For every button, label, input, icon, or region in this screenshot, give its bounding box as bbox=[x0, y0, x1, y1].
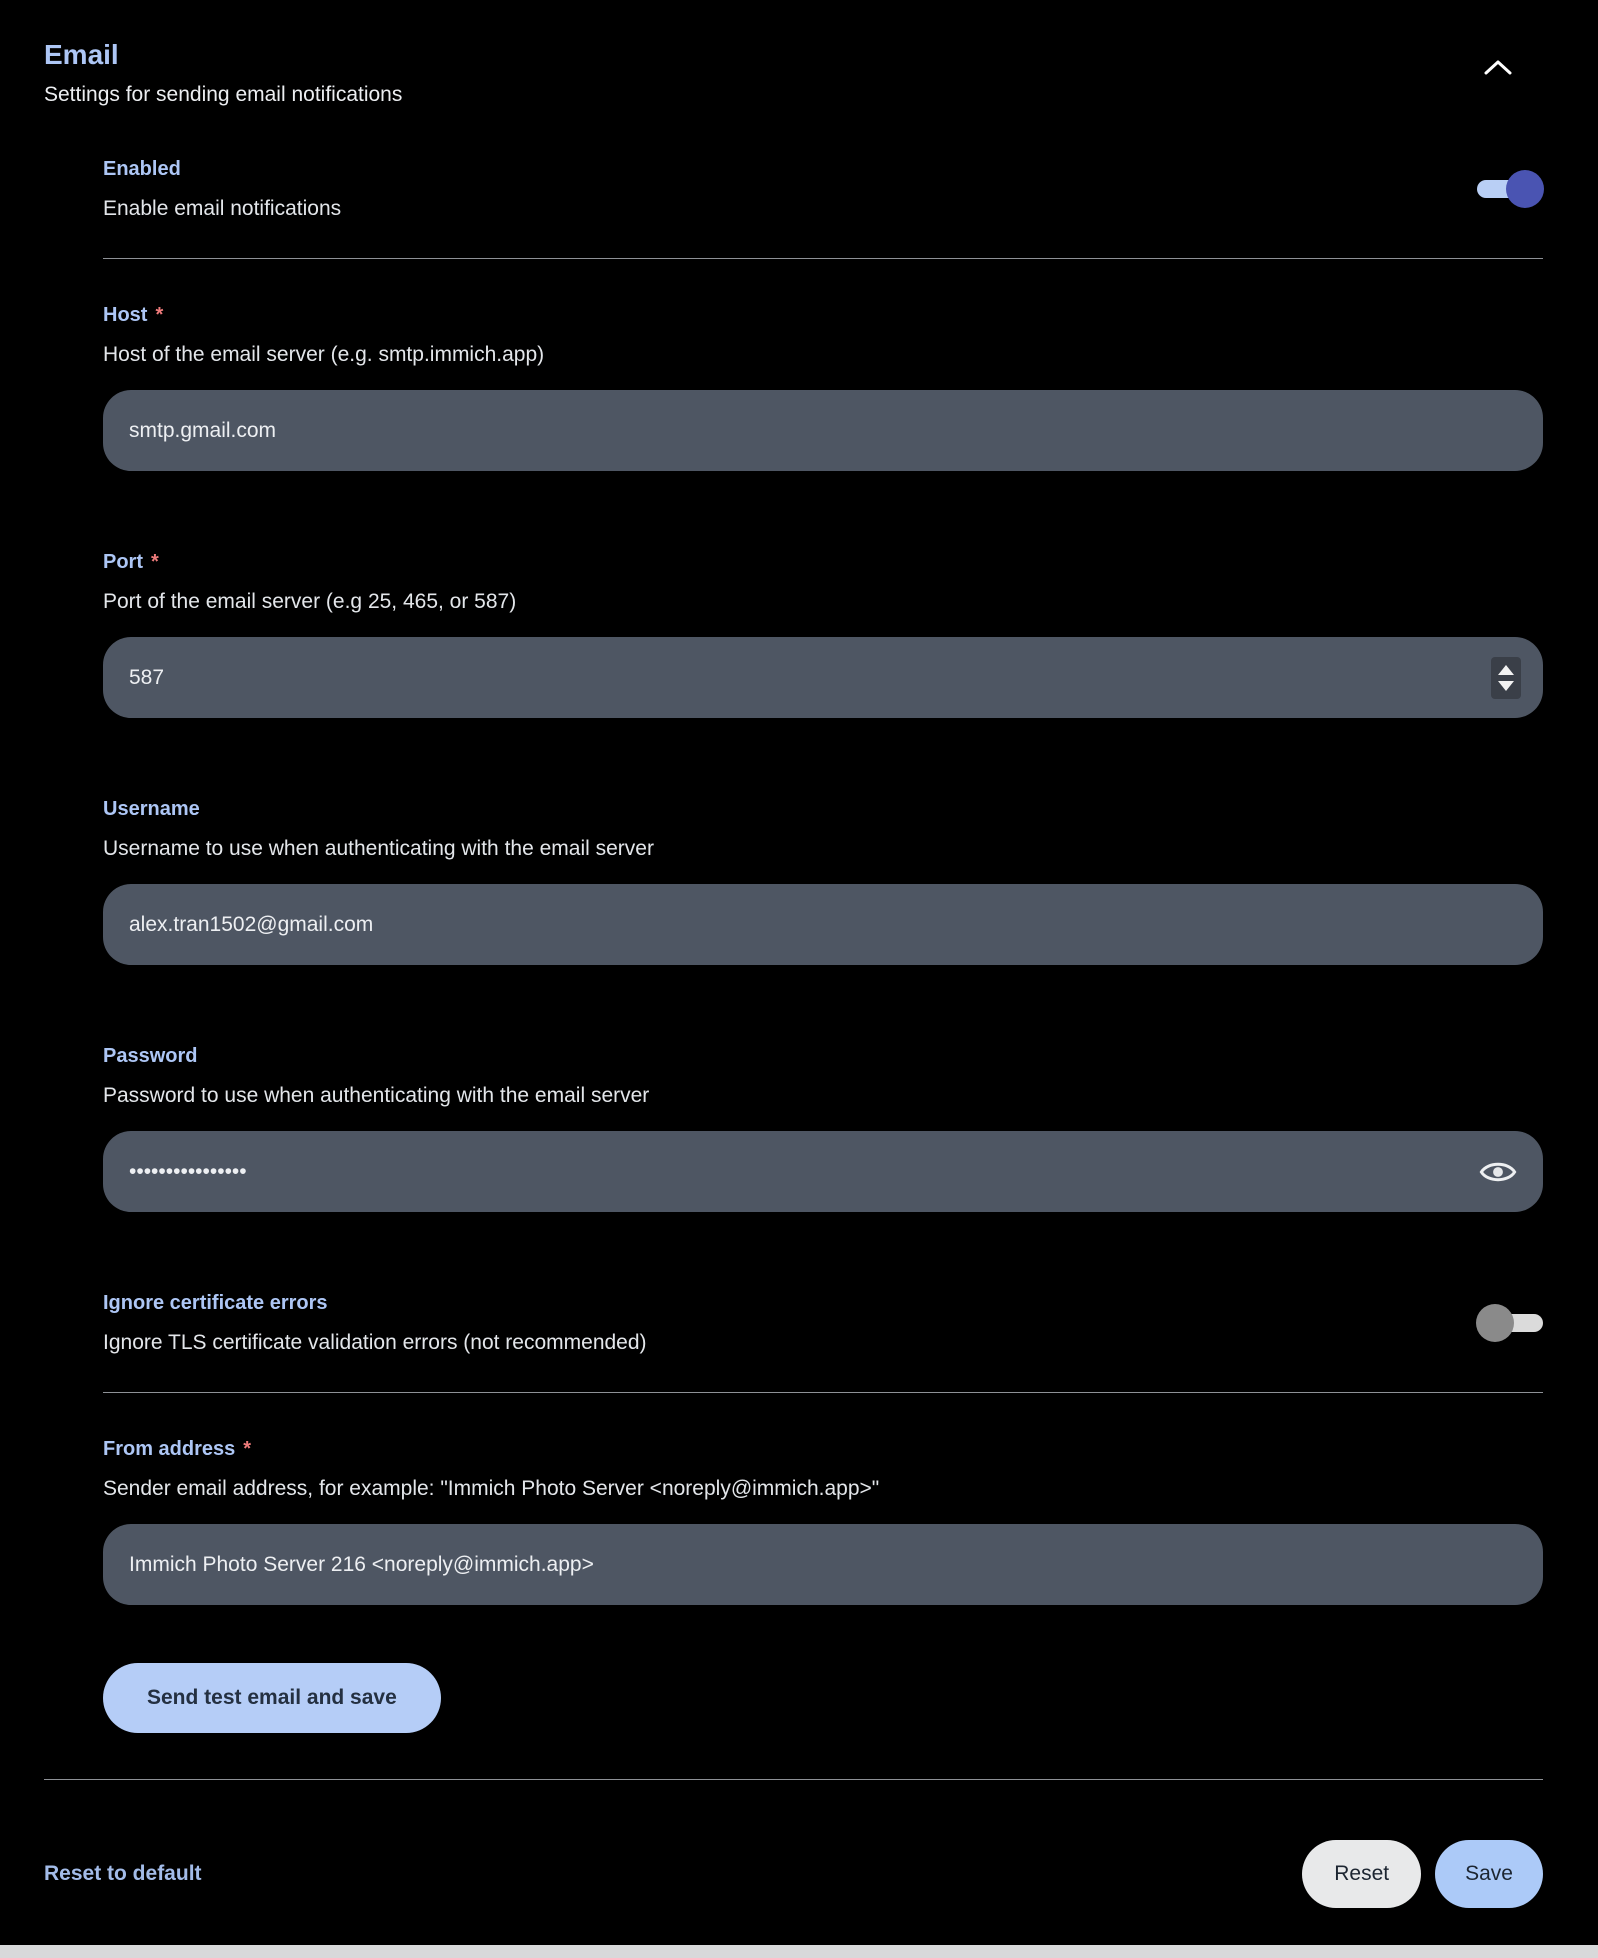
password-field-group bbox=[103, 1043, 1543, 1212]
enabled-description: Enable email notifications bbox=[103, 197, 342, 220]
panel-header bbox=[44, 38, 1543, 108]
password-visibility-button[interactable] bbox=[1479, 1158, 1517, 1185]
from-address-input[interactable] bbox=[103, 1524, 1543, 1605]
required-asterisk: * bbox=[151, 551, 159, 573]
host-label: Host * bbox=[103, 304, 164, 326]
password-input[interactable] bbox=[103, 1131, 1543, 1212]
enabled-setting-row bbox=[103, 156, 1543, 222]
eye-icon bbox=[1479, 1173, 1517, 1188]
required-asterisk: * bbox=[155, 304, 164, 326]
port-description: Port of the email server (e.g 25, 465, or 587) bbox=[103, 590, 517, 613]
required-asterisk: * bbox=[243, 1438, 252, 1460]
ignore-cert-description: Ignore TLS certificate validation errors (not recommended) bbox=[103, 1331, 647, 1354]
stepper-up-icon[interactable] bbox=[1498, 665, 1514, 675]
from-address-field-group bbox=[103, 1436, 1543, 1605]
password-description: Password to use when authenticating with the email server bbox=[103, 1084, 650, 1107]
from-address-label: From address * bbox=[103, 1438, 252, 1460]
chevron-up-icon bbox=[1483, 64, 1513, 79]
toggle-knob bbox=[1476, 1304, 1514, 1342]
port-stepper[interactable] bbox=[1491, 657, 1521, 699]
port-field-group bbox=[103, 549, 1543, 718]
ignore-cert-toggle[interactable] bbox=[1477, 1304, 1543, 1342]
next-section-edge bbox=[0, 1945, 1598, 1958]
host-field-group bbox=[103, 302, 1543, 471]
username-input[interactable] bbox=[103, 884, 1543, 965]
password-label: Password bbox=[103, 1045, 198, 1067]
ignore-cert-setting-row bbox=[103, 1290, 1543, 1356]
host-description: Host of the email server (e.g. smtp.immich.app) bbox=[103, 343, 545, 366]
reset-to-default-link[interactable]: Reset to default bbox=[44, 1862, 202, 1885]
divider bbox=[103, 258, 1543, 259]
stepper-down-icon[interactable] bbox=[1498, 681, 1514, 691]
footer-divider bbox=[44, 1779, 1543, 1780]
send-test-email-button[interactable]: Send test email and save bbox=[103, 1663, 441, 1733]
divider bbox=[103, 1392, 1543, 1393]
host-input[interactable] bbox=[103, 390, 1543, 471]
page-title: Email bbox=[44, 39, 119, 70]
save-button[interactable]: Save bbox=[1435, 1840, 1543, 1908]
toggle-knob bbox=[1506, 170, 1544, 208]
page-subtitle: Settings for sending email notifications bbox=[44, 83, 403, 106]
footer-actions bbox=[44, 1840, 1543, 1908]
username-description: Username to use when authenticating with the email server bbox=[103, 837, 654, 860]
collapse-section-button[interactable] bbox=[1483, 58, 1513, 76]
port-label: Port * bbox=[103, 551, 159, 573]
username-field-group bbox=[103, 796, 1543, 965]
reset-button[interactable]: Reset bbox=[1302, 1840, 1421, 1908]
port-input[interactable] bbox=[103, 637, 1543, 718]
ignore-cert-label: Ignore certificate errors bbox=[103, 1292, 328, 1314]
username-label: Username bbox=[103, 798, 200, 820]
from-address-description: Sender email address, for example: "Immich Photo Server <noreply@immich.app>" bbox=[103, 1477, 880, 1500]
enabled-toggle[interactable] bbox=[1477, 170, 1543, 208]
enabled-label: Enabled bbox=[103, 158, 181, 180]
